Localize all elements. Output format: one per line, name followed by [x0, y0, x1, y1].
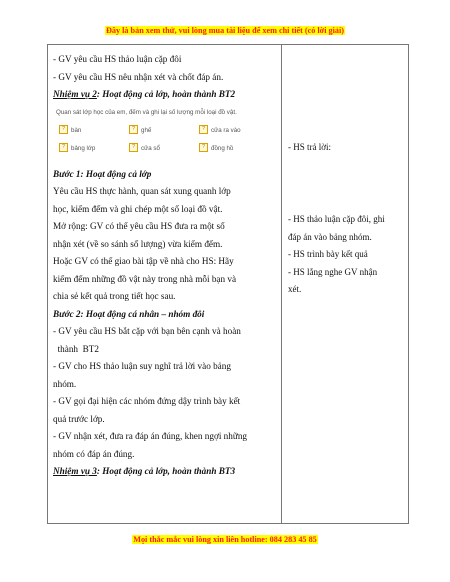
bullet-line: thành BT2 — [53, 343, 99, 354]
bullet-line: - GV yêu cầu HS bắt cặp với bạn bên cạnh và hoàn — [53, 326, 241, 336]
exercise-2-image — [53, 104, 277, 164]
paragraph-line: học, kiểm đếm và ghi chép một số loại đồ vật. — [53, 203, 223, 214]
answer-box-icon: ? — [129, 125, 138, 134]
paragraph-line: Yêu cầu HS thực hành, quan sát xung quanh lớp — [53, 186, 231, 196]
answer-box-icon: ? — [59, 143, 68, 152]
bullet-line: nhóm. — [53, 378, 77, 389]
exercise-option: ? bảng lớp — [59, 140, 95, 158]
bullet-line: - GV nhận xét, đưa ra đáp án đúng, khen ngợi những — [53, 431, 248, 441]
exercise-option: ? cửa sổ — [129, 140, 160, 158]
text-line: đáp án vào bảng nhóm. — [288, 231, 372, 242]
bullet-line: nhóm có đáp án đúng. — [53, 448, 135, 459]
task-3-heading: Nhiệm vụ 3: Hoạt động cả lớp, hoàn thành BT3 — [53, 466, 236, 476]
text-line: xét. — [288, 284, 302, 294]
bullet-line: - GV gọi đại hiện các nhóm đứng dậy trình bày kết — [53, 396, 241, 406]
answer-box-icon: ? — [199, 143, 208, 152]
paragraph-line: nhận xét (về so sánh số lượng) vừa kiểm đếm. — [53, 238, 223, 249]
answer-box-icon: ? — [129, 143, 138, 152]
paragraph-line: Mở rộng: GV có thể yêu cầu HS đưa ra một số — [53, 221, 225, 231]
paragraph-line: chia sẻ kết quả trong tiết học sau. — [53, 291, 176, 301]
step-1-heading: Bước 1: Hoạt động cả lớp — [53, 168, 152, 179]
task-2-heading: Nhiệm vụ 2: Hoạt động cả lớp, hoàn thành BT2 — [53, 89, 236, 99]
exercise-option: ? bàn — [59, 122, 81, 140]
exercise-option: ? cửa ra vào — [199, 122, 241, 140]
text-line: - HS trả lời: — [288, 142, 332, 152]
student-answer — [288, 139, 406, 157]
column-divider — [281, 45, 282, 523]
paragraph-line: Hoặc GV có thể giao bài tập về nhà cho HS: Hãy — [53, 256, 234, 266]
teacher-activities-column — [53, 51, 277, 481]
text-line: - HS thảo luận cặp đôi, ghi — [288, 214, 385, 224]
answer-box-icon: ? — [199, 125, 208, 134]
exercise-option: ? ghế — [129, 122, 151, 140]
step-2-heading: Bước 2: Hoạt động cá nhân – nhóm đôi — [53, 308, 205, 319]
paragraph-line: kiểm đếm những đồ vật này trong nhà mỗi bạn và — [53, 273, 237, 284]
exercise-prompt: Quan sát lớp học của em, đếm và ghi lại số lượng mỗi loại đồ vật. — [56, 108, 237, 116]
text-line: - GV yêu cầu HS thảo luận cặp đôi — [53, 54, 182, 64]
text-line: - GV yêu cầu HS nêu nhận xét và chốt đáp án. — [53, 71, 224, 82]
bullet-line: - GV cho HS thảo luận suy nghĩ trả lời vào bảng — [53, 361, 231, 371]
student-activities — [288, 211, 406, 299]
bullet-line: quả trước lớp. — [53, 413, 105, 424]
lesson-table — [47, 44, 409, 524]
answer-box-icon: ? — [59, 125, 68, 134]
exercise-option: ? đồng hồ — [199, 140, 233, 158]
text-line: - HS lắng nghe GV nhận — [288, 266, 378, 277]
preview-notice-banner: Đây là bản xem thử, vui lòng mua tài liệu để xem chi tiết (có lời giải) — [105, 26, 344, 35]
text-line: - HS trình bày kết quả — [288, 249, 368, 259]
hotline-banner: Mọi thắc mắc vui lòng xin liên hotline: 084 283 45 85 — [133, 535, 317, 544]
